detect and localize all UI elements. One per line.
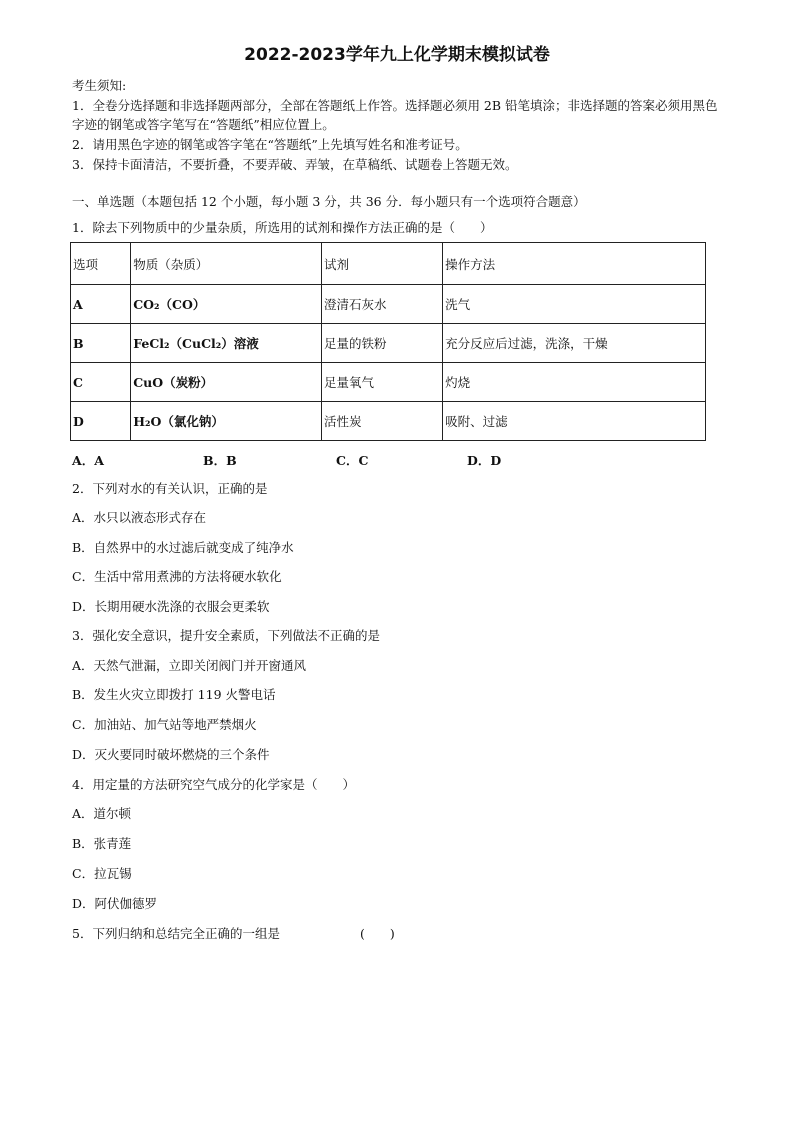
- q2-option-a[interactable]: A．水只以液态形式存在: [72, 510, 207, 525]
- table-cell: 活性炭: [322, 402, 443, 441]
- q2-option-b[interactable]: B．自然界中的水过滤后就变成了纯净水: [72, 540, 294, 555]
- table-cell: 充分反应后过滤，洗涤，干燥: [443, 324, 706, 363]
- q1-choice-c[interactable]: C．C: [336, 453, 369, 468]
- table-cell: 洗气: [443, 285, 706, 324]
- notice-line-1: 1．全卷分选择题和非选择题两部分，全部在答题纸上作答。选择题必须用 2B 铅笔填涂；非选择题的答案必须用黑色: [72, 98, 718, 113]
- table-header-cell: 选项: [71, 243, 131, 285]
- notice-line-4: 3．保持卡面清洁，不要折叠，不要弄破、弄皱，在草稿纸、试题卷上答题无效。: [72, 157, 518, 172]
- q4-option-c[interactable]: C．拉瓦锡: [72, 866, 132, 881]
- section-heading: 一、单选题（本题包括 12 个小题，每小题 3 分，共 36 分．每小题只有一个选项符合题意）: [72, 194, 586, 209]
- q1-choice-a[interactable]: A．A: [72, 453, 104, 468]
- q2-option-d[interactable]: D．长期用硬水洗涤的衣服会更柔软: [72, 599, 270, 614]
- table-cell: H₂O（氯化钠）: [131, 402, 322, 441]
- table-cell: FeCl₂（CuCl₂）溶液: [131, 324, 322, 363]
- q3-option-c[interactable]: C．加油站、加气站等地严禁烟火: [72, 717, 257, 732]
- q1-choice-b[interactable]: B．B: [203, 453, 237, 468]
- q2-stem: 2．下列对水的有关认识，正确的是: [72, 481, 268, 496]
- table-cell: C: [71, 363, 131, 402]
- q1-choice-d[interactable]: D．D: [467, 453, 502, 468]
- q4-option-a[interactable]: A．道尔顿: [72, 806, 132, 821]
- q5-stem: 5．下列归纳和总结完全正确的一组是: [72, 926, 280, 941]
- table-cell: 灼烧: [443, 363, 706, 402]
- notice-line-3: 2．请用黑色字迹的钢笔或答字笔在“答题纸”上先填写姓名和准考证号。: [72, 137, 468, 152]
- q4-option-d[interactable]: D．阿伏伽德罗: [72, 896, 158, 911]
- table-cell: CuO（炭粉）: [131, 363, 322, 402]
- q1-table: [70, 242, 706, 441]
- q3-option-a[interactable]: A．天然气泄漏，立即关闭阀门并开窗通风: [72, 658, 307, 673]
- table-row: [71, 324, 706, 363]
- table-row: [71, 402, 706, 441]
- q5-answer-paren: ( ): [360, 926, 395, 941]
- table-cell: CO₂（CO）: [131, 285, 322, 324]
- table-cell: 吸附、过滤: [443, 402, 706, 441]
- table-header-cell: 操作方法: [443, 243, 706, 285]
- notice-line-2: 字迹的钢笔或答字笔写在“答题纸”相应位置上。: [72, 117, 335, 132]
- exam-title: 2022-2023学年九上化学期末模拟试卷: [244, 45, 550, 65]
- q4-stem: 4．用定量的方法研究空气成分的化学家是（ ）: [72, 777, 355, 792]
- table-cell: A: [71, 285, 131, 324]
- q4-option-b[interactable]: B．张青莲: [72, 836, 132, 851]
- table-cell: D: [71, 402, 131, 441]
- table-header-cell: 物质（杂质）: [131, 243, 322, 285]
- q3-option-b[interactable]: B．发生火灾立即拨打 119 火警电话: [72, 687, 276, 702]
- table-header-row: [71, 243, 706, 285]
- table-row: [71, 363, 706, 402]
- table-cell: 足量氧气: [322, 363, 443, 402]
- q2-option-c[interactable]: C．生活中常用煮沸的方法将硬水软化: [72, 569, 282, 584]
- q3-option-d[interactable]: D．灭火要同时破坏燃烧的三个条件: [72, 747, 270, 762]
- table-row: [71, 285, 706, 324]
- table-header-cell: 试剂: [322, 243, 443, 285]
- table-cell: B: [71, 324, 131, 363]
- q1-stem: 1．除去下列物质中的少量杂质，所选用的试剂和操作方法正确的是（ ）: [72, 220, 493, 235]
- notice-heading: 考生须知:: [72, 78, 127, 93]
- q3-stem: 3．强化安全意识，提升安全素质，下列做法不正确的是: [72, 628, 380, 643]
- table-cell: 足量的铁粉: [322, 324, 443, 363]
- table-cell: 澄清石灰水: [322, 285, 443, 324]
